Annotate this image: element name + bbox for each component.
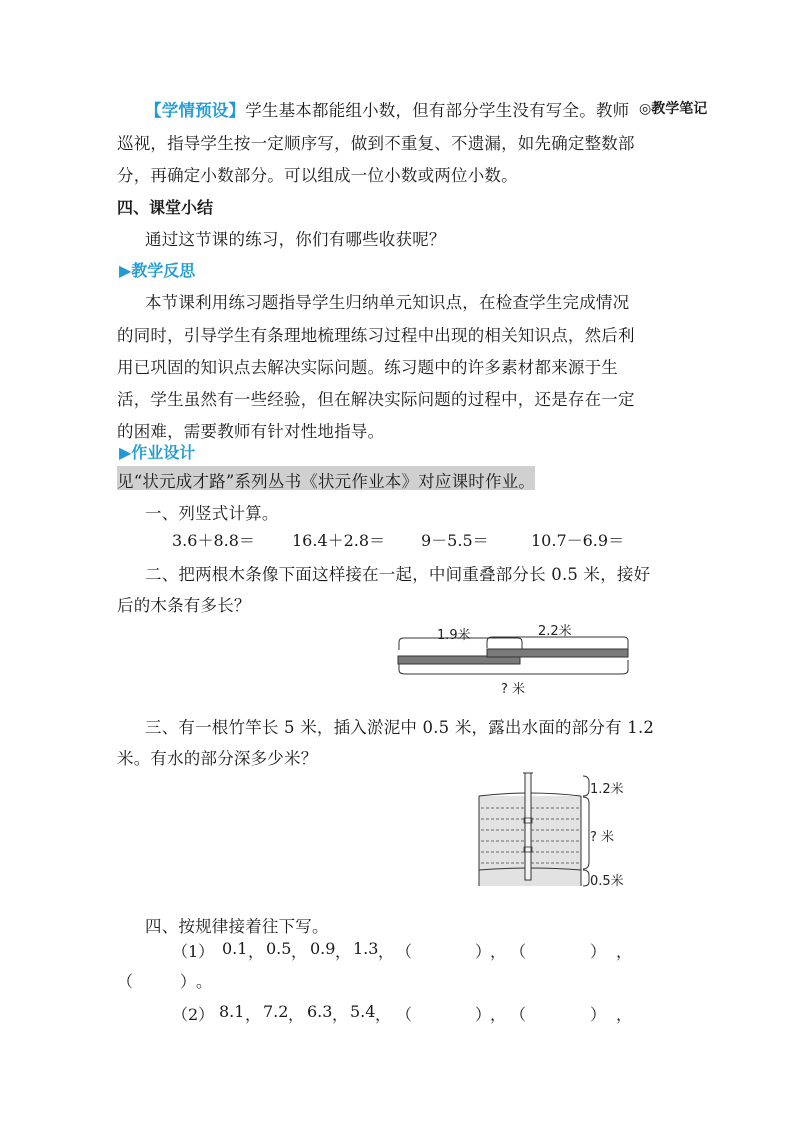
preset-line-1-text: 学生基本都能组小数，但有部分学生没有写全。教师 <box>245 101 630 120</box>
q4-title: 四、按规律接着往下写。 <box>145 917 329 936</box>
q4-row1-sep-5: ， <box>490 942 507 961</box>
q4-row1-blank-3-close: ） <box>180 972 197 991</box>
bamboo-pole <box>525 773 531 880</box>
q2-line-2: 后的木条有多长？ <box>117 596 251 615</box>
q4-row2-sep-1: ， <box>245 1005 262 1024</box>
q4-row2-value-4: 5.4 <box>350 1002 376 1021</box>
q3-line-2: 米。有水的部分深多少米？ <box>117 749 318 768</box>
reflection-line-1: 本节课利用练习题指导学生归纳单元知识点，在检查学生完成情况 <box>145 293 630 312</box>
above-water-label: 1.2米 <box>590 782 624 797</box>
summary-text: 通过这节课的练习，你们有哪些收获呢？ <box>145 230 446 249</box>
q4-row1-value-3: 0.9 <box>310 939 336 958</box>
q4-row1-sep-4: ， <box>378 942 395 961</box>
preset-tag: 【学情预设】 <box>145 101 246 120</box>
q4-row2-sep-4: ， <box>375 1005 392 1024</box>
q4-row2-sep-3: ， <box>332 1005 349 1024</box>
above-water-brace <box>583 776 589 796</box>
preset-line-3: 分，再确定小数部分。可以组成一位小数或两位小数。 <box>117 166 518 185</box>
water-depth-label: ? 米 <box>590 830 615 845</box>
q1-title: 一、列竖式计算。 <box>145 504 279 523</box>
q4-row2-sep-6: ， <box>616 1005 633 1024</box>
q4-row2-blank-2-open: （ <box>510 1005 527 1024</box>
q4-row2-blank-2-close: ） <box>590 1005 607 1024</box>
q4-row1-value-2: 0.5 <box>266 939 292 958</box>
q4-row1-blank-2-close: ） <box>590 942 607 961</box>
summary-heading: 四、课堂小结 <box>117 198 214 217</box>
q2-line-1: 二、把两根木条像下面这样接在一起，中间重叠部分长 0.5 米，接好 <box>145 565 651 584</box>
left-plank-label: 1.9米 <box>437 628 471 643</box>
q4-row2-value-1: 8.1 <box>219 1002 245 1021</box>
teaching-notes-label: ◎教学笔记 <box>639 101 708 117</box>
q4-row2-sep-5: ， <box>490 1005 507 1024</box>
q4-row2-value-3: 6.3 <box>307 1002 333 1021</box>
q4-row1-end: 。 <box>196 972 213 991</box>
q4-row1-blank-1-close: ） <box>475 942 492 961</box>
q4-row2-label: （2） <box>172 1005 215 1024</box>
q4-row1-sep-6: ， <box>616 942 633 961</box>
reflection-heading: ▶教学反思 <box>119 261 196 280</box>
right-plank-label: 2.2米 <box>538 624 572 639</box>
q4-row1-blank-1-open: （ <box>396 942 413 961</box>
reflection-line-5: 的困难，需要教师有针对性地指导。 <box>117 422 385 441</box>
q4-row1-value-1: 0.1 <box>222 939 248 958</box>
q4-row1-sep-1: ， <box>248 942 265 961</box>
q4-row2-blank-1-close: ） <box>475 1005 492 1024</box>
mud-depth-brace <box>583 870 589 886</box>
q4-row1-blank-3-open: （ <box>117 972 134 991</box>
q4-row2-blank-1-open: （ <box>396 1005 413 1024</box>
q4-row1-value-4: 1.3 <box>353 939 379 958</box>
q4-row1-blank-2-open: （ <box>510 942 527 961</box>
q4-row1-label: （1） <box>172 942 215 961</box>
q4-row2-value-2: 7.2 <box>263 1002 289 1021</box>
q1-item-3: 9－5.5＝ <box>421 531 489 550</box>
reflection-line-4: 活，学生虽然有一些经验，但在解决实际问题的过程中，还是存在一定 <box>117 390 635 409</box>
water-depth-brace <box>583 797 589 869</box>
homework-banner-text: 见“状元成才路”系列丛书《状元作业本》对应课时作业。 <box>117 472 536 491</box>
q1-item-1: 3.6＋8.8＝ <box>172 531 255 550</box>
q4-row1-sep-2: ， <box>291 942 308 961</box>
reflection-line-2: 的同时，引导学生有条理地梳理练习过程中出现的相关知识点，然后利 <box>117 326 635 345</box>
total-length-label: ? 米 <box>501 682 526 697</box>
q1-item-4: 10.7－6.9＝ <box>531 531 625 550</box>
homework-heading: ▶作业设计 <box>119 443 196 462</box>
q1-item-2: 16.4＋2.8＝ <box>292 531 386 550</box>
q3-line-1: 三、有一根竹竿长 5 米，插入淤泥中 0.5 米，露出水面的部分有 1.2 <box>145 718 655 737</box>
mud-depth-label: 0.5米 <box>590 874 624 889</box>
q4-row1-sep-3: ， <box>335 942 352 961</box>
q4-row2-sep-2: ， <box>288 1005 305 1024</box>
reflection-line-3: 用已巩固的知识点去解决实际问题。练习题中的许多素材都来源于生 <box>117 358 618 377</box>
preset-line-2: 巡视，指导学生按一定顺序写，做到不重复、不遗漏，如先确定整数部 <box>117 134 635 153</box>
